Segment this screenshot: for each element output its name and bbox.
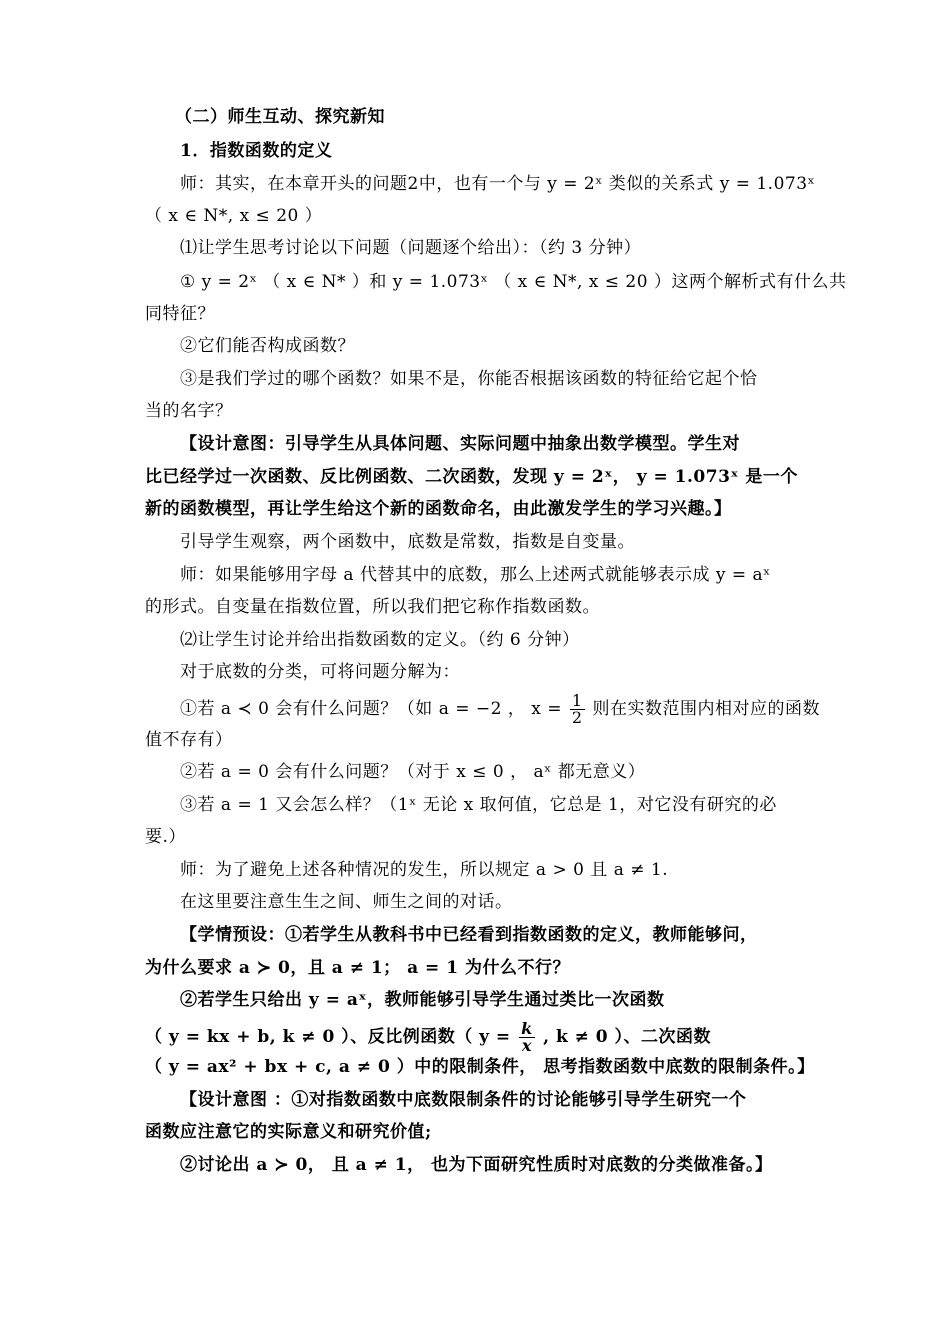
learning-prediction-line: （ y = ax² + bx + c, a ≠ 0 ）中的限制条件， 思考指数函数中底数的限制条件。】	[145, 1057, 815, 1077]
subsection-title: 1．指数函数的定义	[180, 141, 333, 161]
paragraph-line: ① y = 2ˣ （ x ∈ N* ）和 y = 1.073ˣ （ x ∈ N*, x ≤ 20 ）这两个解析式有什么共	[180, 272, 847, 292]
text-run: ①若 a ≺ 0 会有什么问题？（如 a = −2 ， x =	[180, 699, 563, 719]
text-run: （ y = kx + b, k ≠ 0 ）、反比例函数（ y =	[145, 1027, 511, 1047]
paragraph-line: 师：为了避免上述各种情况的发生，所以规定 a > 0 且 a ≠ 1.	[180, 860, 669, 880]
paragraph-line: 当的名字？	[145, 401, 233, 421]
section-title: （二）师生互动、探究新知	[175, 107, 385, 127]
design-intent-line: 函数应注意它的实际意义和研究价值;	[145, 1122, 432, 1142]
fraction-denominator: x	[521, 1036, 532, 1055]
paragraph-line: 师：如果能够用字母 a 代替其中的底数，那么上述两式就能够表示成 y = aˣ	[180, 565, 771, 585]
fraction-one-half	[570, 693, 585, 726]
paragraph-line: ②若 a = 0 会有什么问题？（对于 x ≤ 0 ， aˣ 都无意义）	[180, 762, 646, 782]
paragraph-line: 在这里要注意生生之间、师生之间的对话。	[180, 892, 513, 912]
learning-prediction-line: 【学情预设：①若学生从教科书中已经看到指数函数的定义，教师能够问，	[180, 925, 758, 945]
paragraph-line: （ x ∈ N*, x ≤ 20 ）	[145, 206, 323, 226]
fraction-numerator: k	[521, 1019, 533, 1038]
learning-prediction-line: 为什么要求 a ≻ 0，且 a ≠ 1； a = 1 为什么不行？	[145, 958, 570, 978]
design-intent-line: 【设计意图：引导学生从具体问题、实际问题中抽象出数学模型。学生对	[180, 434, 740, 454]
design-intent-line: 【设计意图 ：①对指数函数中底数限制条件的讨论能够引导学生研究一个	[180, 1090, 747, 1110]
fraction-numerator: 1	[571, 691, 583, 710]
design-intent-line: ②讨论出 a ≻ 0， 且 a ≠ 1， 也为下面研究性质时对底数的分类做准备。】	[180, 1155, 773, 1175]
paragraph-line	[180, 693, 820, 726]
paragraph-line: ②它们能否构成函数？	[180, 336, 355, 356]
fraction-k-over-x	[519, 1021, 535, 1054]
learning-prediction-line	[145, 1021, 711, 1054]
paragraph-line: 师：其实，在本章开头的问题2中，也有一个与 y = 2ˣ 类似的关系式 y = 1.073ˣ	[180, 174, 816, 194]
fraction-denominator: 2	[571, 708, 583, 727]
paragraph-line: 引导学生观察，两个函数中，底数是常数，指数是自变量。	[180, 532, 635, 552]
text-run: , k ≠ 0 ）、二次函数	[543, 1027, 712, 1047]
paragraph-line: 要.）	[145, 827, 186, 847]
design-intent-line: 新的函数模型，再让学生给这个新的函数命名，由此激发学生的学习兴趣。】	[145, 499, 732, 519]
paragraph-line: 的形式。自变量在指数位置，所以我们把它称作指数函数。	[145, 597, 600, 617]
paragraph-line: ③若 a = 1 又会怎么样？（1ˣ 无论 x 取何值，它总是 1，对它没有研究的必	[180, 795, 777, 815]
learning-prediction-line: ②若学生只给出 y = aˣ，教师能够引导学生通过类比一次函数	[180, 990, 665, 1010]
design-intent-line: 比已经学过一次函数、反比例函数、二次函数，发现 y = 2ˣ， y = 1.073ˣ 是一个	[145, 467, 798, 487]
paragraph-line: ③是我们学过的哪个函数？如果不是，你能否根据该函数的特征给它起个恰	[180, 369, 758, 389]
paragraph-line: 值不存有）	[145, 730, 233, 750]
paragraph-line: ⑴让学生思考讨论以下问题（问题逐个给出）：（约 3 分钟）	[180, 238, 642, 258]
paragraph-line: 同特征？	[145, 304, 215, 324]
paragraph-line: 对于底数的分类，可将问题分解为：	[180, 662, 460, 682]
paragraph-line: ⑵让学生讨论并给出指数函数的定义。（约 6 分钟）	[180, 630, 580, 650]
text-run: 则在实数范围内相对应的函数	[592, 699, 821, 719]
